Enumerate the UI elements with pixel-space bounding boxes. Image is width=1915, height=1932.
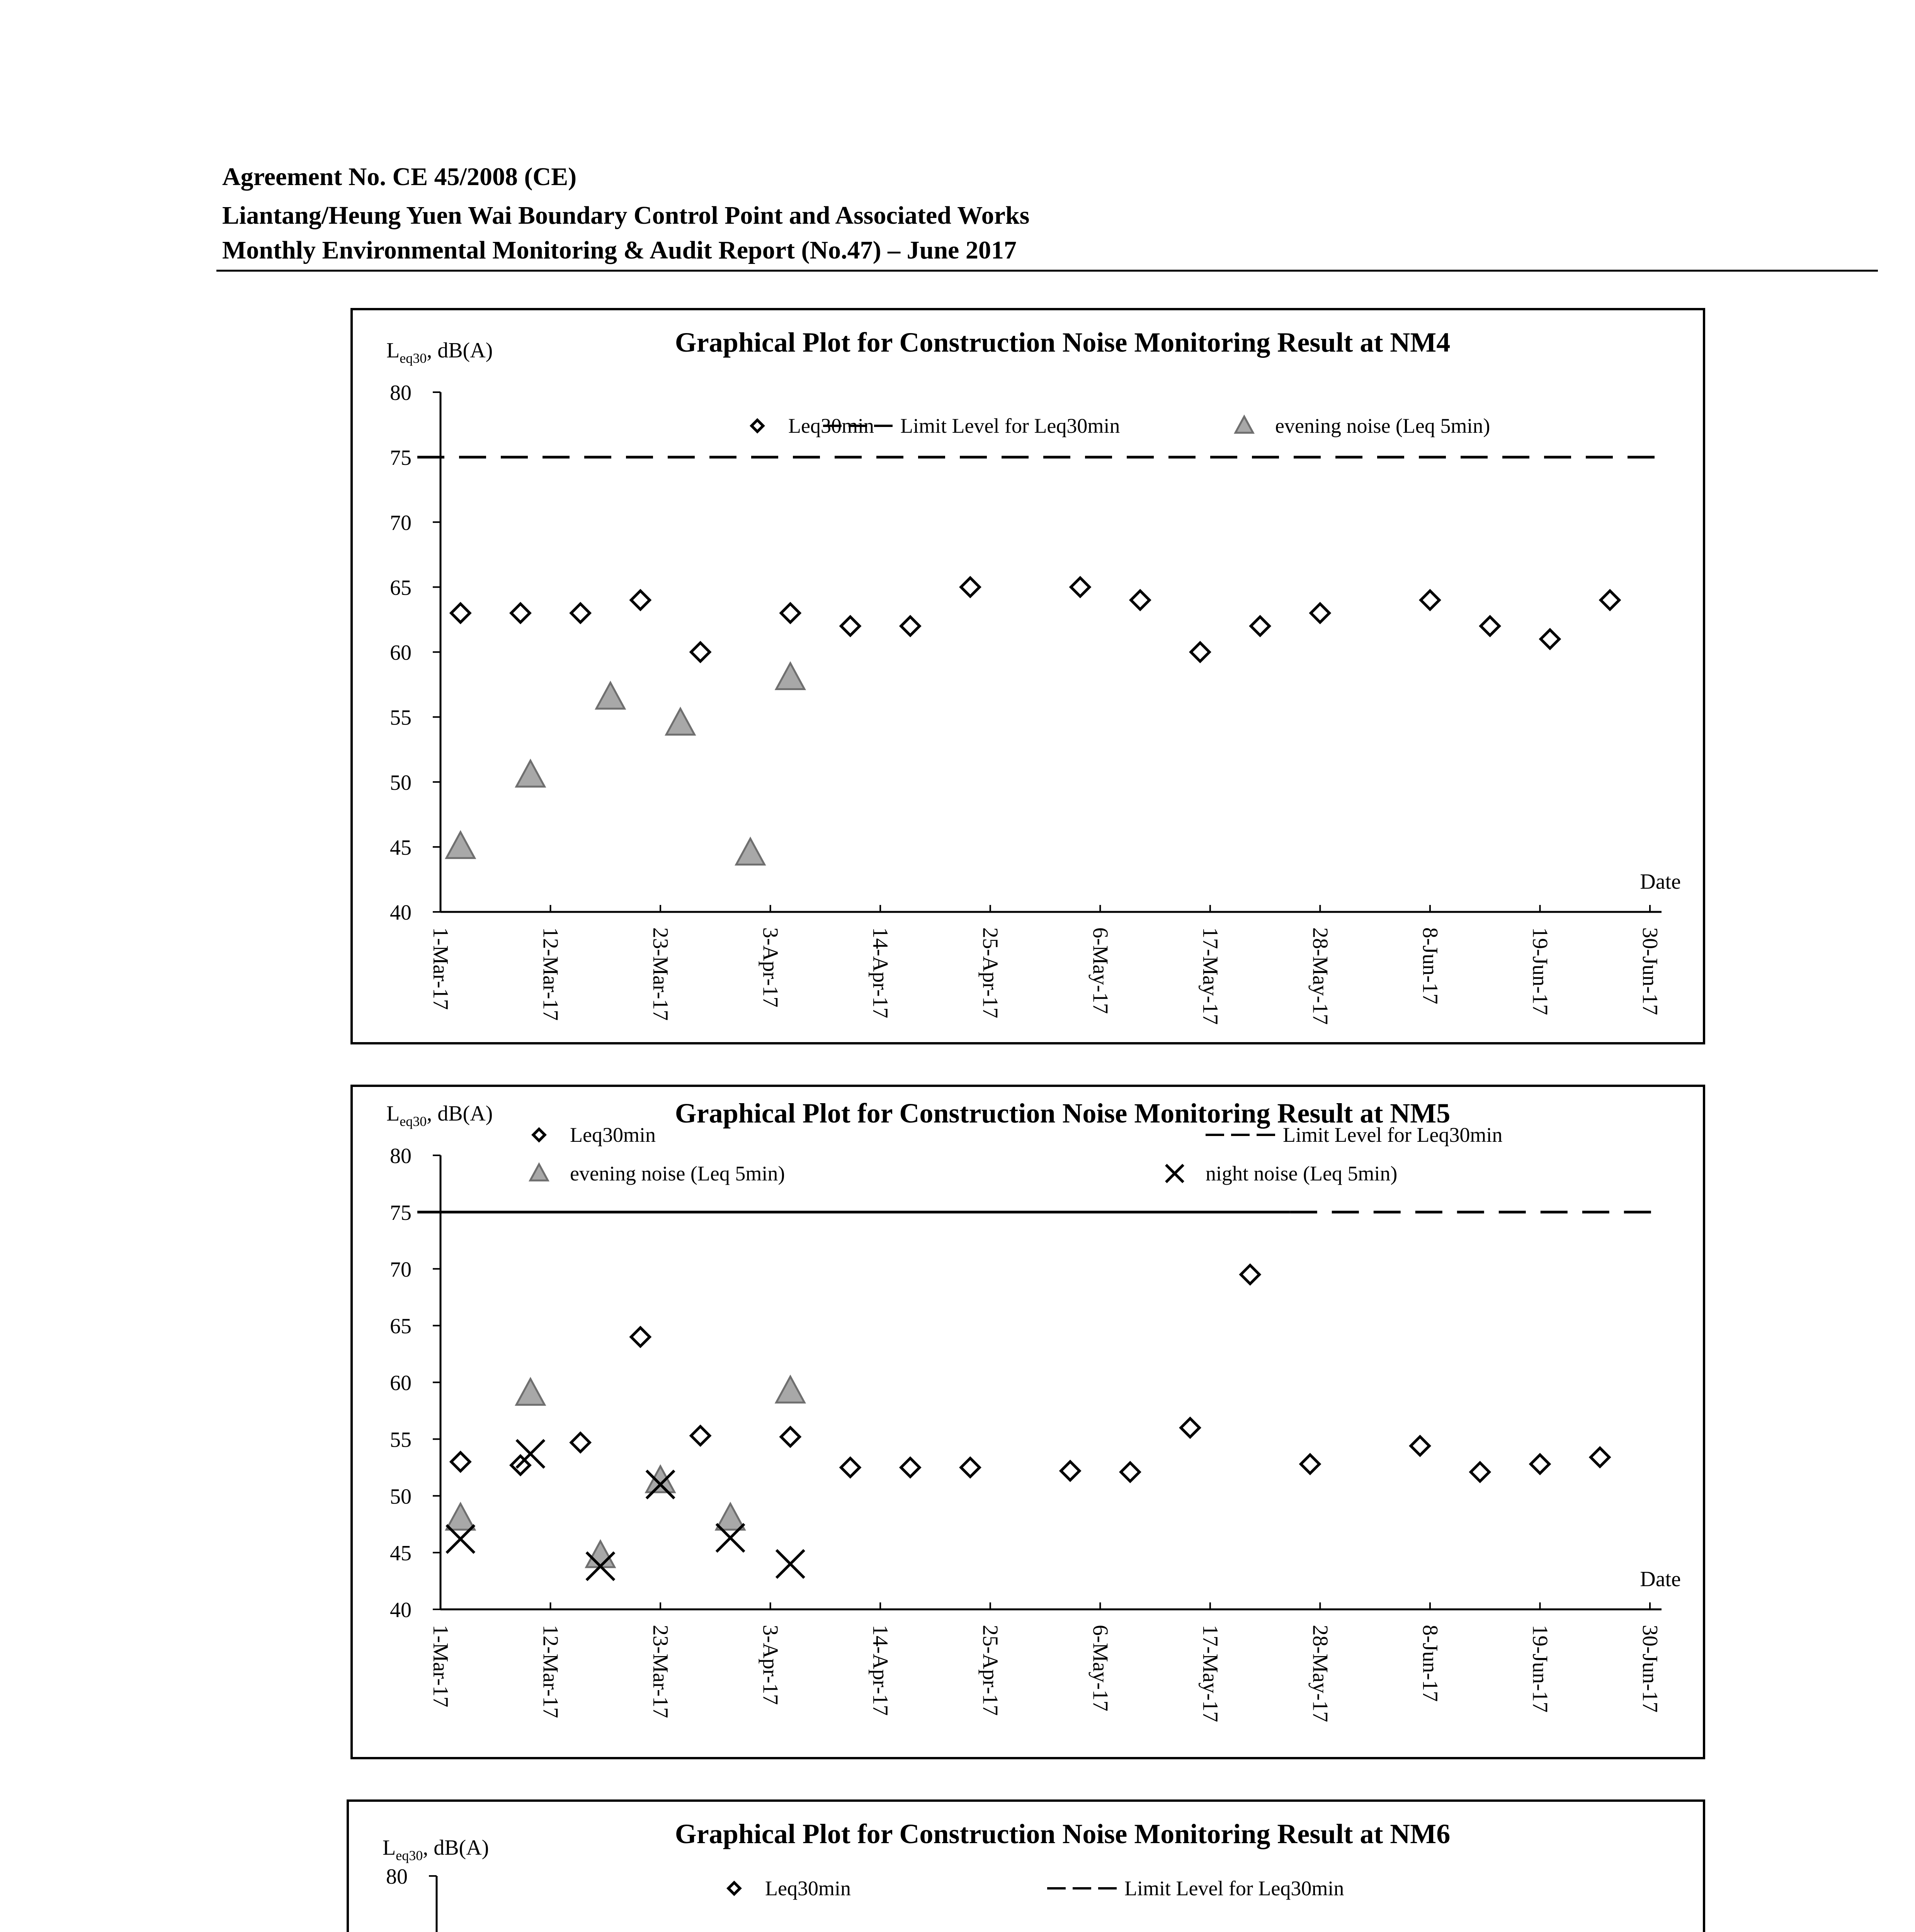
data-point-diamond bbox=[841, 617, 860, 635]
data-point-diamond bbox=[571, 604, 590, 622]
y-axis-label: $L_{eq30}$, dB(A) bbox=[386, 1102, 493, 1129]
legend-diamond-swatch bbox=[533, 1129, 545, 1141]
data-point-diamond bbox=[1591, 1448, 1609, 1466]
data-point-diamond bbox=[781, 1428, 799, 1446]
data-point-diamond bbox=[691, 1427, 710, 1445]
x-tick-label: 19-Jun-17 bbox=[1528, 927, 1552, 1015]
x-tick-label: 1-Mar-17 bbox=[429, 927, 452, 1010]
chart-nm6 bbox=[344, 1797, 1708, 1932]
data-point-diamond bbox=[1411, 1437, 1429, 1455]
data-point-diamond bbox=[1301, 1455, 1319, 1473]
data-point-diamond bbox=[1121, 1463, 1139, 1481]
y-tick-label: 75 bbox=[390, 1201, 412, 1225]
x-tick-label: 1-Mar-17 bbox=[429, 1625, 452, 1708]
y-tick-label: 50 bbox=[390, 1485, 412, 1509]
data-point-diamond bbox=[1131, 591, 1150, 609]
x-tick-label: 25-Apr-17 bbox=[978, 927, 1002, 1019]
data-point-diamond bbox=[1251, 617, 1269, 635]
y-tick-label: 45 bbox=[390, 835, 412, 860]
y-tick-label: 65 bbox=[390, 576, 412, 600]
y-axis-label: $L_{eq30}$, dB(A) bbox=[383, 1836, 489, 1863]
series-evening-noise-leq-5min bbox=[446, 663, 804, 864]
legend-triangle-swatch bbox=[530, 1164, 548, 1180]
x-tick-label: 6-May-17 bbox=[1088, 1625, 1112, 1711]
header-agreement: Agreement No. CE 45/2008 (CE) bbox=[222, 163, 577, 191]
legend-evening-noise-leq-5min-label: evening noise (Leq 5min) bbox=[1275, 414, 1490, 437]
data-point-diamond bbox=[1191, 643, 1209, 662]
legend-night-noise-leq-5min-label: night noise (Leq 5min) bbox=[1206, 1162, 1398, 1185]
x-tick-label: 23-Mar-17 bbox=[648, 1625, 673, 1718]
y-tick-label: 55 bbox=[390, 706, 412, 730]
legend-limit-label: Limit Level for Leq30min bbox=[900, 414, 1120, 437]
data-point-diamond bbox=[901, 1458, 920, 1477]
legend-diamond-swatch bbox=[752, 420, 763, 432]
x-tick-label: 30-Jun-17 bbox=[1638, 927, 1662, 1015]
legend-leq30min-label: Leq30min bbox=[765, 1877, 851, 1900]
data-point-diamond bbox=[451, 604, 470, 622]
y-tick-label: 70 bbox=[390, 1257, 412, 1282]
x-tick-label: 14-Apr-17 bbox=[868, 1625, 893, 1716]
data-point-diamond bbox=[1541, 630, 1559, 648]
data-point-diamond bbox=[1531, 1455, 1549, 1473]
data-point-diamond bbox=[841, 1458, 860, 1477]
data-point-diamond bbox=[691, 643, 710, 662]
chart-title: Graphical Plot for Construction Noise Monitoring Result at NM5 bbox=[675, 1098, 1451, 1129]
x-tick-label: 17-May-17 bbox=[1198, 927, 1222, 1025]
legend-evening-noise-leq-5min-label: evening noise (Leq 5min) bbox=[570, 1162, 785, 1185]
data-point-diamond bbox=[1061, 1462, 1080, 1480]
data-point-cross bbox=[776, 1550, 804, 1578]
x-tick-label: 23-Mar-17 bbox=[648, 927, 673, 1021]
y-tick-label: 40 bbox=[390, 1598, 412, 1622]
data-point-diamond bbox=[1481, 617, 1499, 635]
header-report: Monthly Environmental Monitoring & Audit Report (No.47) – June 2017 bbox=[222, 236, 1017, 264]
chart-title: Graphical Plot for Construction Noise Monitoring Result at NM4 bbox=[675, 327, 1451, 358]
x-tick-label: 12-Mar-17 bbox=[538, 1625, 563, 1718]
chart-nm5 bbox=[348, 1082, 1708, 1762]
chart-title: Graphical Plot for Construction Noise Monitoring Result at NM6 bbox=[675, 1818, 1451, 1849]
x-tick-label: 3-Apr-17 bbox=[758, 1625, 782, 1705]
legend-limit-label: Limit Level for Leq30min bbox=[1283, 1123, 1503, 1146]
data-point-diamond bbox=[631, 591, 650, 609]
chart-nm4 bbox=[348, 305, 1708, 1047]
data-point-diamond bbox=[1471, 1463, 1489, 1481]
data-point-diamond bbox=[901, 617, 920, 635]
y-tick-label: 55 bbox=[390, 1428, 412, 1452]
x-tick-label: 28-May-17 bbox=[1308, 1625, 1332, 1722]
data-point-cross bbox=[517, 1440, 544, 1468]
data-point-diamond bbox=[1241, 1265, 1259, 1284]
data-point-triangle bbox=[446, 1504, 474, 1530]
data-point-triangle bbox=[646, 1466, 675, 1492]
x-axis-label: Date bbox=[1640, 870, 1681, 894]
x-tick-label: 30-Jun-17 bbox=[1638, 1625, 1662, 1713]
data-point-triangle bbox=[776, 663, 804, 689]
y-tick-label: 70 bbox=[390, 511, 412, 535]
series-evening-noise-leq-5min bbox=[446, 1377, 804, 1567]
y-tick-label: 80 bbox=[390, 1144, 412, 1168]
x-tick-label: 6-May-17 bbox=[1088, 927, 1112, 1014]
data-point-diamond bbox=[451, 1452, 470, 1471]
data-point-triangle bbox=[666, 709, 694, 735]
data-point-diamond bbox=[571, 1433, 590, 1452]
data-point-diamond bbox=[1421, 591, 1439, 609]
data-point-diamond bbox=[1311, 604, 1329, 622]
data-point-triangle bbox=[446, 832, 474, 858]
x-tick-label: 17-May-17 bbox=[1198, 1625, 1222, 1722]
y-axis-label: $L_{eq30}$, dB(A) bbox=[386, 338, 493, 366]
x-tick-label: 3-Apr-17 bbox=[758, 927, 782, 1008]
x-tick-label: 19-Jun-17 bbox=[1528, 1625, 1552, 1713]
data-point-diamond bbox=[961, 1458, 980, 1477]
data-point-triangle bbox=[736, 838, 764, 864]
data-point-triangle bbox=[716, 1504, 745, 1530]
legend-limit-label: Limit Level for Leq30min bbox=[1124, 1877, 1344, 1900]
y-tick-label: 60 bbox=[390, 641, 412, 665]
header-rule bbox=[216, 270, 1878, 272]
legend-cross-swatch bbox=[1166, 1165, 1184, 1182]
x-tick-label: 12-Mar-17 bbox=[538, 927, 563, 1021]
legend-leq30min-label: Leq30min bbox=[788, 414, 874, 437]
data-point-triangle bbox=[516, 761, 544, 787]
series-leq30min bbox=[451, 578, 1619, 661]
x-axis-label: Date bbox=[1640, 1567, 1681, 1591]
x-tick-label: 28-May-17 bbox=[1308, 927, 1332, 1025]
y-tick-label: 45 bbox=[390, 1541, 412, 1566]
data-point-triangle bbox=[516, 1379, 544, 1405]
x-tick-label: 14-Apr-17 bbox=[868, 927, 893, 1019]
data-point-triangle bbox=[776, 1377, 804, 1403]
data-point-diamond bbox=[781, 604, 799, 622]
data-point-diamond bbox=[1601, 591, 1619, 609]
y-tick-label: 80 bbox=[390, 381, 412, 405]
data-point-diamond bbox=[631, 1328, 650, 1346]
y-tick-label: 65 bbox=[390, 1314, 412, 1338]
header-project: Liantang/Heung Yuen Wai Boundary Control Point and Associated Works bbox=[222, 201, 1030, 230]
data-point-triangle bbox=[596, 683, 624, 709]
y-tick-label: 40 bbox=[390, 901, 412, 925]
y-tick-label: 50 bbox=[390, 770, 412, 795]
x-tick-label: 8-Jun-17 bbox=[1418, 1625, 1442, 1702]
x-tick-label: 8-Jun-17 bbox=[1418, 927, 1442, 1005]
series-night-noise-leq-5min bbox=[447, 1440, 804, 1580]
data-point-diamond bbox=[511, 604, 530, 622]
legend-triangle-swatch bbox=[1235, 417, 1253, 433]
x-tick-label: 25-Apr-17 bbox=[978, 1625, 1002, 1716]
y-tick-label: 80 bbox=[386, 1865, 408, 1889]
data-point-triangle bbox=[586, 1541, 614, 1567]
series-leq30min bbox=[451, 1265, 1609, 1481]
y-tick-label: 60 bbox=[390, 1371, 412, 1395]
data-point-diamond bbox=[1071, 578, 1090, 596]
data-point-diamond bbox=[961, 578, 980, 596]
data-point-diamond bbox=[1181, 1418, 1199, 1437]
legend-leq30min-label: Leq30min bbox=[570, 1123, 656, 1146]
legend-diamond-swatch bbox=[728, 1883, 740, 1894]
y-tick-label: 75 bbox=[390, 446, 412, 470]
